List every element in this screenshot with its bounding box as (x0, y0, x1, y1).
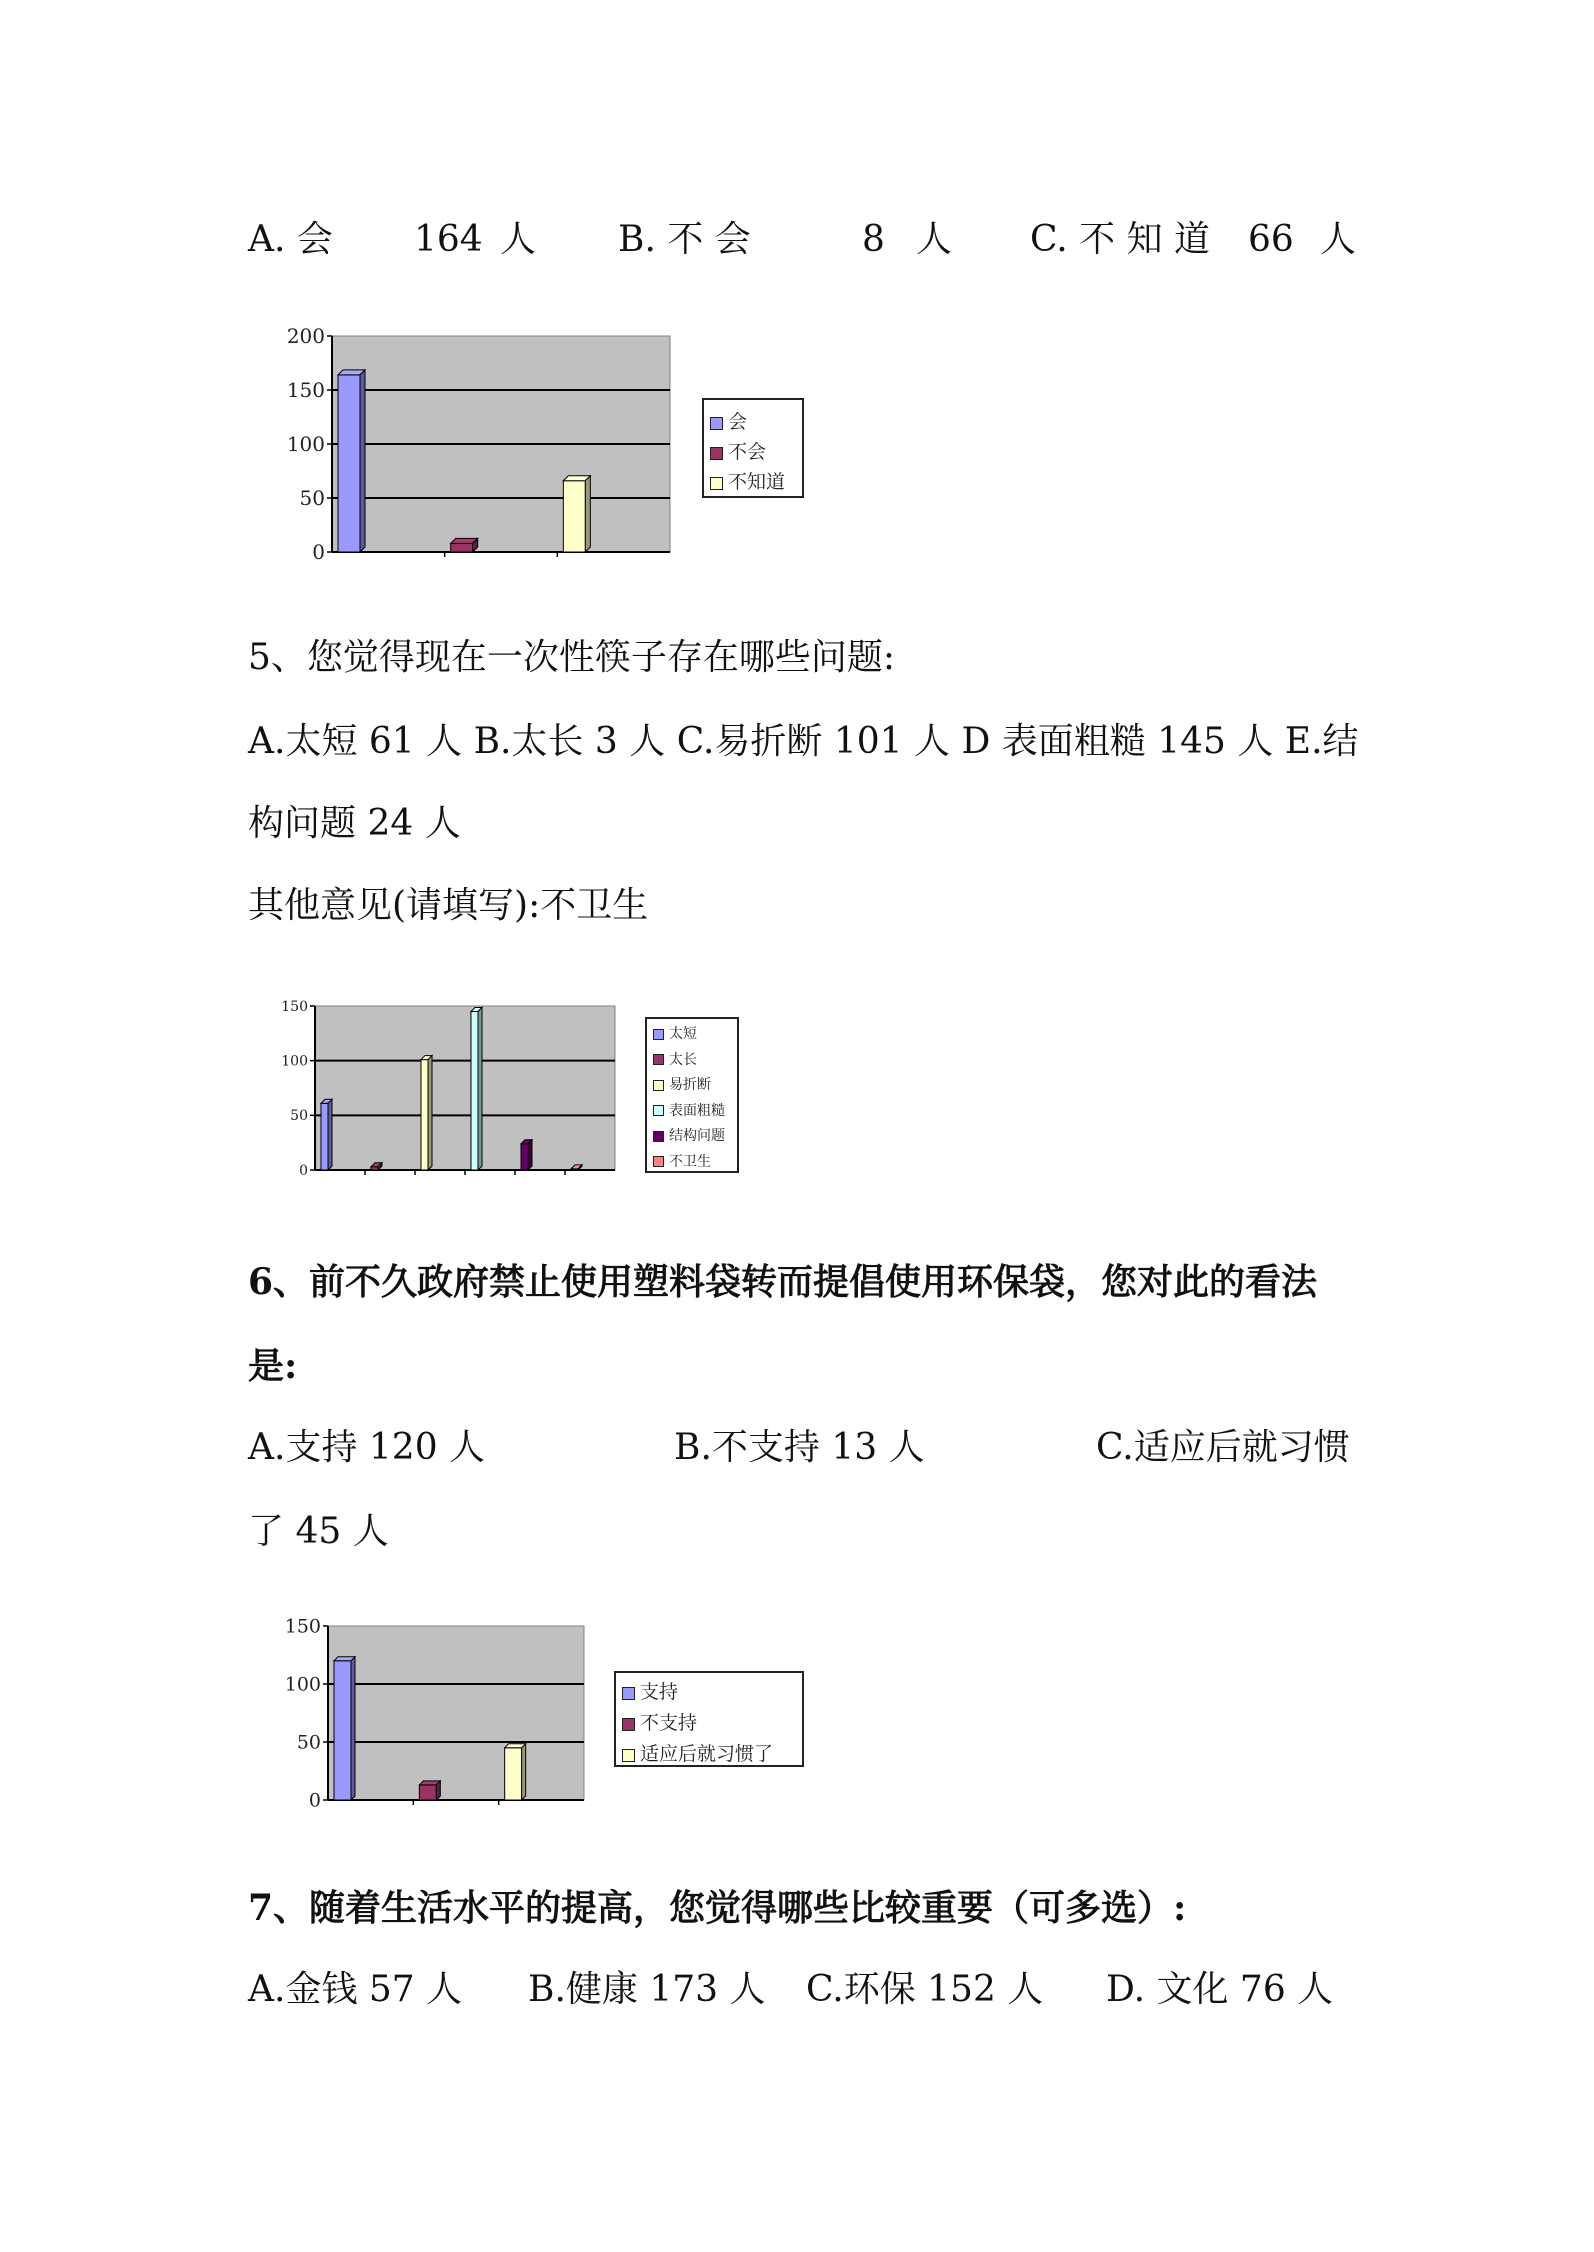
legend-item (653, 1049, 697, 1069)
chart-q5-svg (280, 996, 640, 1186)
q4-option-c-unit: 人 (1320, 219, 1357, 260)
q7-option-a: A.金钱 57 人 (248, 1969, 463, 2010)
legend-swatch (622, 1718, 635, 1731)
bar-会 (338, 370, 365, 552)
legend-label: 会 (728, 411, 748, 433)
bar-不知道 (563, 476, 590, 552)
chart-q4-legend (702, 398, 804, 498)
q7-title: 7、随着生活水平的提高，您觉得哪些比较重要（可多选）: (248, 1887, 1187, 1929)
legend-item (653, 1023, 697, 1043)
q4-option-a-unit: 人 (500, 219, 537, 260)
legend-swatch (710, 447, 723, 460)
chart-q6-legend (614, 1671, 804, 1767)
legend-label: 易折断 (669, 1077, 711, 1093)
q5-options-line1: A.太短 61 人 B.太长 3 人 C.易折断 101 人 D 表面粗糙 145 人 E.结 (248, 721, 1359, 762)
legend-label: 不卫生 (669, 1153, 711, 1170)
legend-label: 太短 (669, 1026, 697, 1042)
bar-表面粗糙 (471, 1007, 482, 1170)
legend-swatch (622, 1687, 635, 1700)
q4-option-a-label: A. 会 (248, 219, 333, 260)
chart-q4 (260, 326, 680, 566)
y-tick-label: 100 (281, 1053, 308, 1070)
plot-area (328, 1626, 584, 1800)
q7-option-d: D. 文化 76 人 (1106, 1969, 1334, 2010)
bar-不支持 (419, 1781, 440, 1800)
legend-label: 适应后就习惯了 (640, 1743, 774, 1765)
legend-swatch (622, 1749, 635, 1762)
y-tick-label: 150 (284, 1615, 321, 1638)
legend-item (653, 1151, 711, 1171)
chart-q6 (266, 1616, 606, 1816)
q7-option-c: C.环保 152 人 (806, 1969, 1044, 2010)
q4-option-a-count: 164 (414, 219, 483, 260)
legend-item (710, 407, 747, 434)
q5-title: 5、您觉得现在一次性筷子存在哪些问题: (248, 637, 896, 678)
q5-other-opinion: 其他意见(请填写):不卫生 (248, 885, 649, 926)
q6-option-a: A.支持 120 人 (248, 1427, 486, 1468)
legend-item (710, 467, 785, 494)
y-tick-label: 200 (286, 324, 325, 348)
legend-swatch (653, 1080, 664, 1091)
legend-swatch (653, 1131, 664, 1142)
q4-option-c-count: 66 (1248, 219, 1294, 260)
legend-swatch (710, 417, 723, 430)
y-tick-label: 150 (281, 998, 308, 1015)
legend-item (622, 1708, 697, 1735)
q6-title-line1: 6、前不久政府禁止使用塑料袋转而提倡使用环保袋，您对此的看法 (248, 1261, 1318, 1303)
y-tick-label: 50 (296, 1731, 321, 1754)
q4-option-c-label: C. 不 知 道 (1030, 219, 1211, 260)
y-tick-label: 100 (284, 1673, 321, 1696)
q6-option-c: C.适应后就习惯 (1096, 1427, 1350, 1468)
q4-option-b-count: 8 (862, 219, 885, 260)
bar-不会 (451, 538, 478, 552)
legend-swatch (653, 1105, 664, 1116)
bar-支持 (334, 1657, 355, 1800)
legend-swatch (710, 477, 723, 490)
q6-option-c-line2: 了 45 人 (248, 1511, 389, 1552)
plot-area (315, 1006, 615, 1170)
y-tick-label: 50 (299, 486, 325, 510)
legend-item (653, 1074, 711, 1094)
legend-item (622, 1677, 678, 1704)
y-tick-label: 50 (290, 1108, 308, 1125)
y-tick-label: 0 (308, 1789, 321, 1812)
legend-label: 不知道 (728, 471, 786, 493)
legend-label: 支持 (640, 1681, 679, 1703)
legend-label: 结构问题 (669, 1128, 725, 1144)
q4-option-b-label: B. 不 会 (618, 219, 751, 260)
bar-易折断 (421, 1056, 432, 1170)
y-tick-label: 100 (286, 432, 325, 456)
q6-option-b: B.不支持 13 人 (674, 1427, 925, 1468)
legend-item (653, 1100, 725, 1120)
chart-q5-legend (645, 1017, 739, 1173)
chart-q4-svg (260, 326, 680, 566)
legend-label: 不会 (728, 441, 767, 463)
chart-q5 (280, 996, 640, 1186)
bar-适应后就习惯了 (505, 1744, 526, 1800)
legend-swatch (653, 1029, 664, 1040)
legend-item (710, 437, 766, 464)
q6-title-line2: 是: (248, 1345, 298, 1387)
q4-option-b-unit: 人 (916, 219, 953, 260)
legend-swatch (653, 1156, 664, 1167)
bar-结构问题 (521, 1140, 532, 1170)
chart-q6-svg (266, 1616, 606, 1816)
q7-option-b: B.健康 173 人 (528, 1969, 766, 2010)
legend-item (622, 1739, 773, 1766)
legend-item (653, 1125, 725, 1145)
legend-swatch (653, 1054, 664, 1065)
y-tick-label: 150 (286, 378, 325, 402)
legend-label: 不支持 (640, 1712, 698, 1734)
legend-label: 太长 (669, 1051, 697, 1068)
q5-options-line2: 构问题 24 人 (248, 803, 461, 844)
y-tick-label: 0 (299, 1162, 308, 1179)
y-tick-label: 0 (312, 540, 325, 564)
bar-太短 (321, 1099, 332, 1170)
legend-label: 表面粗糙 (669, 1102, 725, 1119)
